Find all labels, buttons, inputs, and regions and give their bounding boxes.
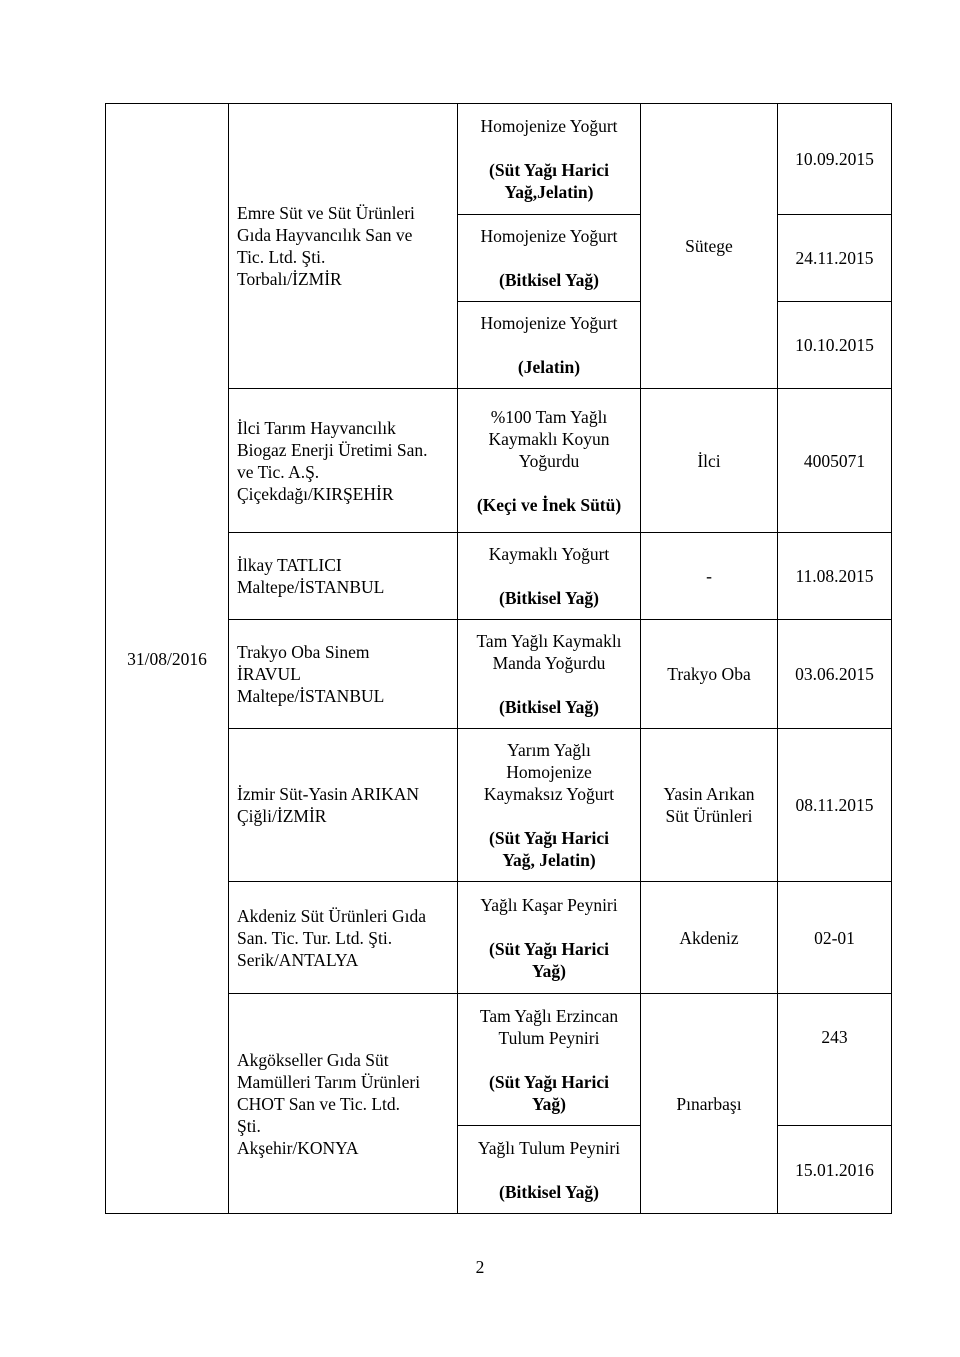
- brand-cell: Yasin Arıkan Süt Ürünleri: [641, 729, 778, 882]
- product-cell: Tam Yağlı Kaymaklı Manda Yoğurdu (Bitkisel Yağ): [458, 620, 641, 729]
- lot-cell: 10.09.2015: [778, 104, 892, 215]
- company-cell: İlci Tarım Hayvancılık Biogaz Enerji Üretimi San. ve Tic. A.Ş. Çiçekdağı/KIRŞEHİR: [229, 389, 458, 533]
- product-cell: Homojenize Yoğurt (Bitkisel Yağ): [458, 215, 641, 302]
- brand-cell: Akdeniz: [641, 882, 778, 994]
- brand-cell: Pınarbaşı: [641, 994, 778, 1214]
- product-cell: Homojenize Yoğurt (Süt Yağı Harici Yağ,Jelatin): [458, 104, 641, 215]
- brand-cell: Sütege: [641, 104, 778, 389]
- lot-cell: 02-01: [778, 882, 892, 994]
- lot-cell: 243: [778, 994, 892, 1126]
- brand-cell: İlci: [641, 389, 778, 533]
- company-cell: Emre Süt ve Süt Ürünleri Gıda Hayvancılık San ve Tic. Ltd. Şti. Torbalı/İZMİR: [229, 104, 458, 389]
- lot-cell: 4005071: [778, 389, 892, 533]
- page-number: 2: [475, 1257, 485, 1277]
- brand-cell: -: [641, 533, 778, 620]
- product-cell: %100 Tam Yağlı Kaymaklı Koyun Yoğurdu (Keçi ve İnek Sütü): [458, 389, 641, 533]
- product-cell: Homojenize Yoğurt (Jelatin): [458, 302, 641, 389]
- brand-cell: Trakyo Oba: [641, 620, 778, 729]
- table-row: [106, 104, 892, 215]
- company-cell: Akdeniz Süt Ürünleri Gıda San. Tic. Tur. Ltd. Şti. Serik/ANTALYA: [229, 882, 458, 994]
- company-cell: İzmir Süt-Yasin ARIKAN Çiğli/İZMİR: [229, 729, 458, 882]
- product-cell: Yarım Yağlı Homojenize Kaymaksız Yoğurt (Süt Yağı Harici Yağ, Jelatin): [458, 729, 641, 882]
- product-cell: Kaymaklı Yoğurt (Bitkisel Yağ): [458, 533, 641, 620]
- lot-cell: 10.10.2015: [778, 302, 892, 389]
- lot-cell: 08.11.2015: [778, 729, 892, 882]
- lot-cell: 15.01.2016: [778, 1126, 892, 1214]
- lot-cell: 03.06.2015: [778, 620, 892, 729]
- lot-cell: 11.08.2015: [778, 533, 892, 620]
- date-cell: 31/08/2016: [106, 104, 229, 1214]
- product-cell: Yağlı Tulum Peyniri (Bitkisel Yağ): [458, 1126, 641, 1214]
- company-cell: İlkay TATLICI Maltepe/İSTANBUL: [229, 533, 458, 620]
- lot-cell: 24.11.2015: [778, 215, 892, 302]
- product-table: [105, 103, 892, 1214]
- company-cell: Trakyo Oba Sinem İRAVUL Maltepe/İSTANBUL: [229, 620, 458, 729]
- product-cell: Yağlı Kaşar Peyniri (Süt Yağı Harici Yağ): [458, 882, 641, 994]
- company-cell: Akgökseller Gıda Süt Mamülleri Tarım Ürünleri CHOT San ve Tic. Ltd. Şti. Akşehir/KONYA: [229, 994, 458, 1214]
- product-cell: Tam Yağlı Erzincan Tulum Peyniri (Süt Yağı Harici Yağ): [458, 994, 641, 1126]
